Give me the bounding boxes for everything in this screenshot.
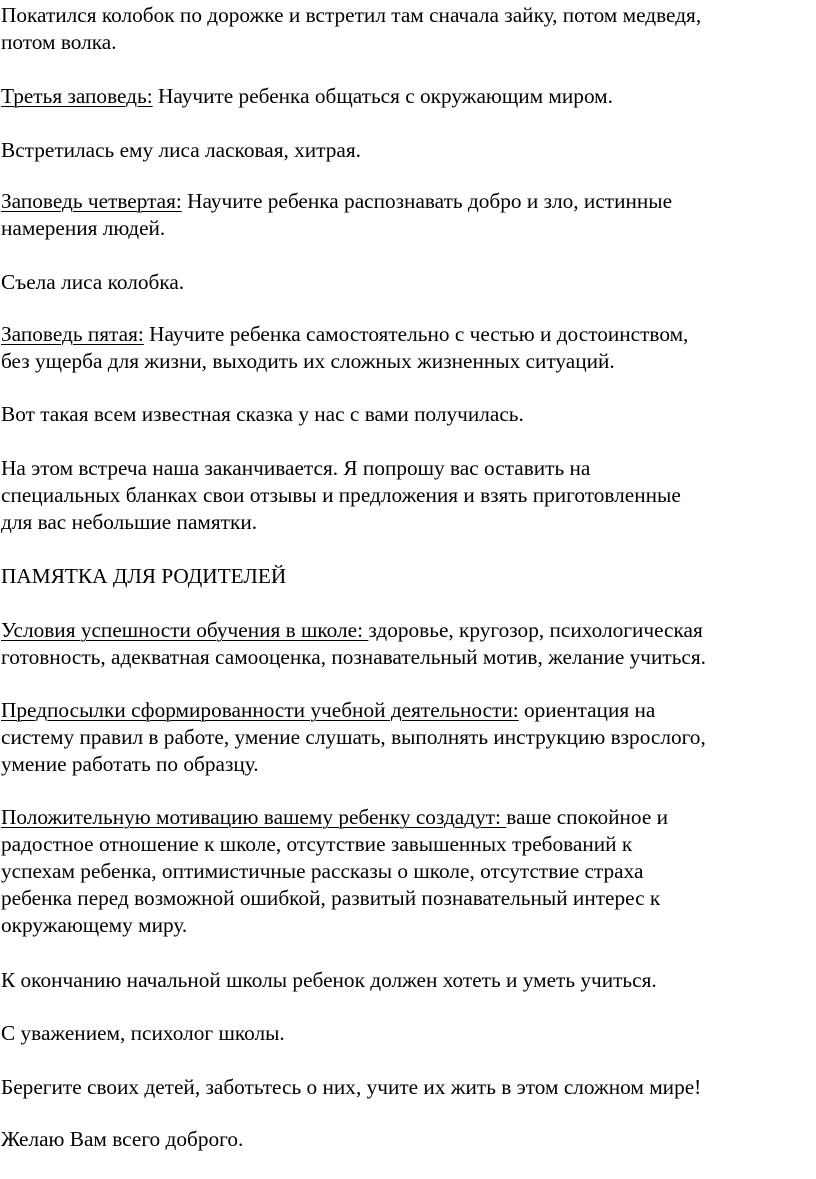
text-line: без ущерба для жизни, выходить их сложных жизненных ситуаций. xyxy=(1,349,615,373)
memo-heading: Предпосылки сформированности учебной деятельности: xyxy=(1,698,519,722)
paragraph-meeting-ends xyxy=(1,455,813,536)
paragraph-care-for-children xyxy=(1,1074,813,1101)
text-line: Условия успешности обучения в школе: здоровье, кругозор, психологическая xyxy=(1,618,703,642)
text-line: Заповедь четвертая: Научите ребенка распознавать добро и зло, истинные xyxy=(1,189,673,213)
text-line: Берегите своих детей, заботьтесь о них, учите их жить в этом сложном мире! xyxy=(1,1075,702,1099)
text-line: потом волка. xyxy=(1,30,117,54)
text-line: Встретилась ему лиса ласковая, хитрая. xyxy=(1,138,361,162)
commandment-heading: Третья заповедь: xyxy=(1,84,153,108)
text-line: Положительную мотивацию вашему ребенку создадут: ваше спокойное и xyxy=(1,805,668,829)
text-line: Желаю Вам всего доброго. xyxy=(1,1127,244,1151)
text-line: Съела лиса колобка. xyxy=(1,270,185,294)
paragraph-story-fox-met xyxy=(1,137,813,164)
section-title-memo xyxy=(1,563,813,590)
text-line: успехам ребенка, оптимистичные рассказы о школе, отсутствие страха xyxy=(1,859,644,883)
paragraph-learning-prerequisites xyxy=(1,697,813,778)
text-line: умение работать по образцу. xyxy=(1,752,259,776)
paragraph-third-commandment xyxy=(1,83,813,110)
memo-heading: Условия успешности обучения в школе: xyxy=(1,618,369,642)
paragraph-fifth-commandment xyxy=(1,321,813,375)
text-line: С уважением, психолог школы. xyxy=(1,1021,285,1045)
text-line: ПАМЯТКА ДЛЯ РОДИТЕЛЕЙ xyxy=(1,564,287,588)
text-line: Заповедь пятая: Научите ребенка самостоятельно с честью и достоинством, xyxy=(1,322,689,346)
paragraph-success-conditions xyxy=(1,617,813,671)
paragraph-primary-school-goal xyxy=(1,967,813,994)
text-line: радостное отношение к школе, отсутствие завышенных требований к xyxy=(1,832,633,856)
text-line: Третья заповедь: Научите ребенка общаться с окружающим миром. xyxy=(1,84,613,108)
text-line: намерения людей. xyxy=(1,216,166,240)
text-line: специальных бланках свои отзывы и предложения и взять приготовленные xyxy=(1,483,681,507)
paragraph-story-kolobok-road xyxy=(1,2,813,56)
text-line: К окончанию начальной школы ребенок должен хотеть и уметь учиться. xyxy=(1,968,657,992)
paragraph-positive-motivation xyxy=(1,804,813,939)
text-line: ребенка перед возможной ошибкой, развитый познавательный интерес к xyxy=(1,886,661,910)
paragraph-farewell xyxy=(1,1126,813,1153)
paragraph-fourth-commandment xyxy=(1,188,813,242)
text-line: На этом встреча наша заканчивается. Я попрошу вас оставить на xyxy=(1,456,591,480)
commandment-heading: Заповедь четвертая: xyxy=(1,189,182,213)
commandment-heading: Заповедь пятая: xyxy=(1,322,144,346)
memo-heading: Положительную мотивацию вашему ребенку создадут: xyxy=(1,805,507,829)
paragraph-story-conclusion xyxy=(1,401,813,428)
text-line: Покатился колобок по дорожке и встретил там сначала зайку, потом медведя, xyxy=(1,3,702,27)
text-line: окружающему миру. xyxy=(1,913,188,937)
text-line: Вот такая всем известная сказка у нас с вами получилась. xyxy=(1,402,524,426)
text-line: готовность, адекватная самооценка, познавательный мотив, желание учиться. xyxy=(1,645,707,669)
text-line: Предпосылки сформированности учебной деятельности: ориентация на xyxy=(1,698,656,722)
text-line: для вас небольшие памятки. xyxy=(1,510,258,534)
paragraph-story-fox-ate xyxy=(1,269,813,296)
text-line: систему правил в работе, умение слушать, выполнять инструкцию взрослого, xyxy=(1,725,706,749)
paragraph-signature xyxy=(1,1020,813,1047)
